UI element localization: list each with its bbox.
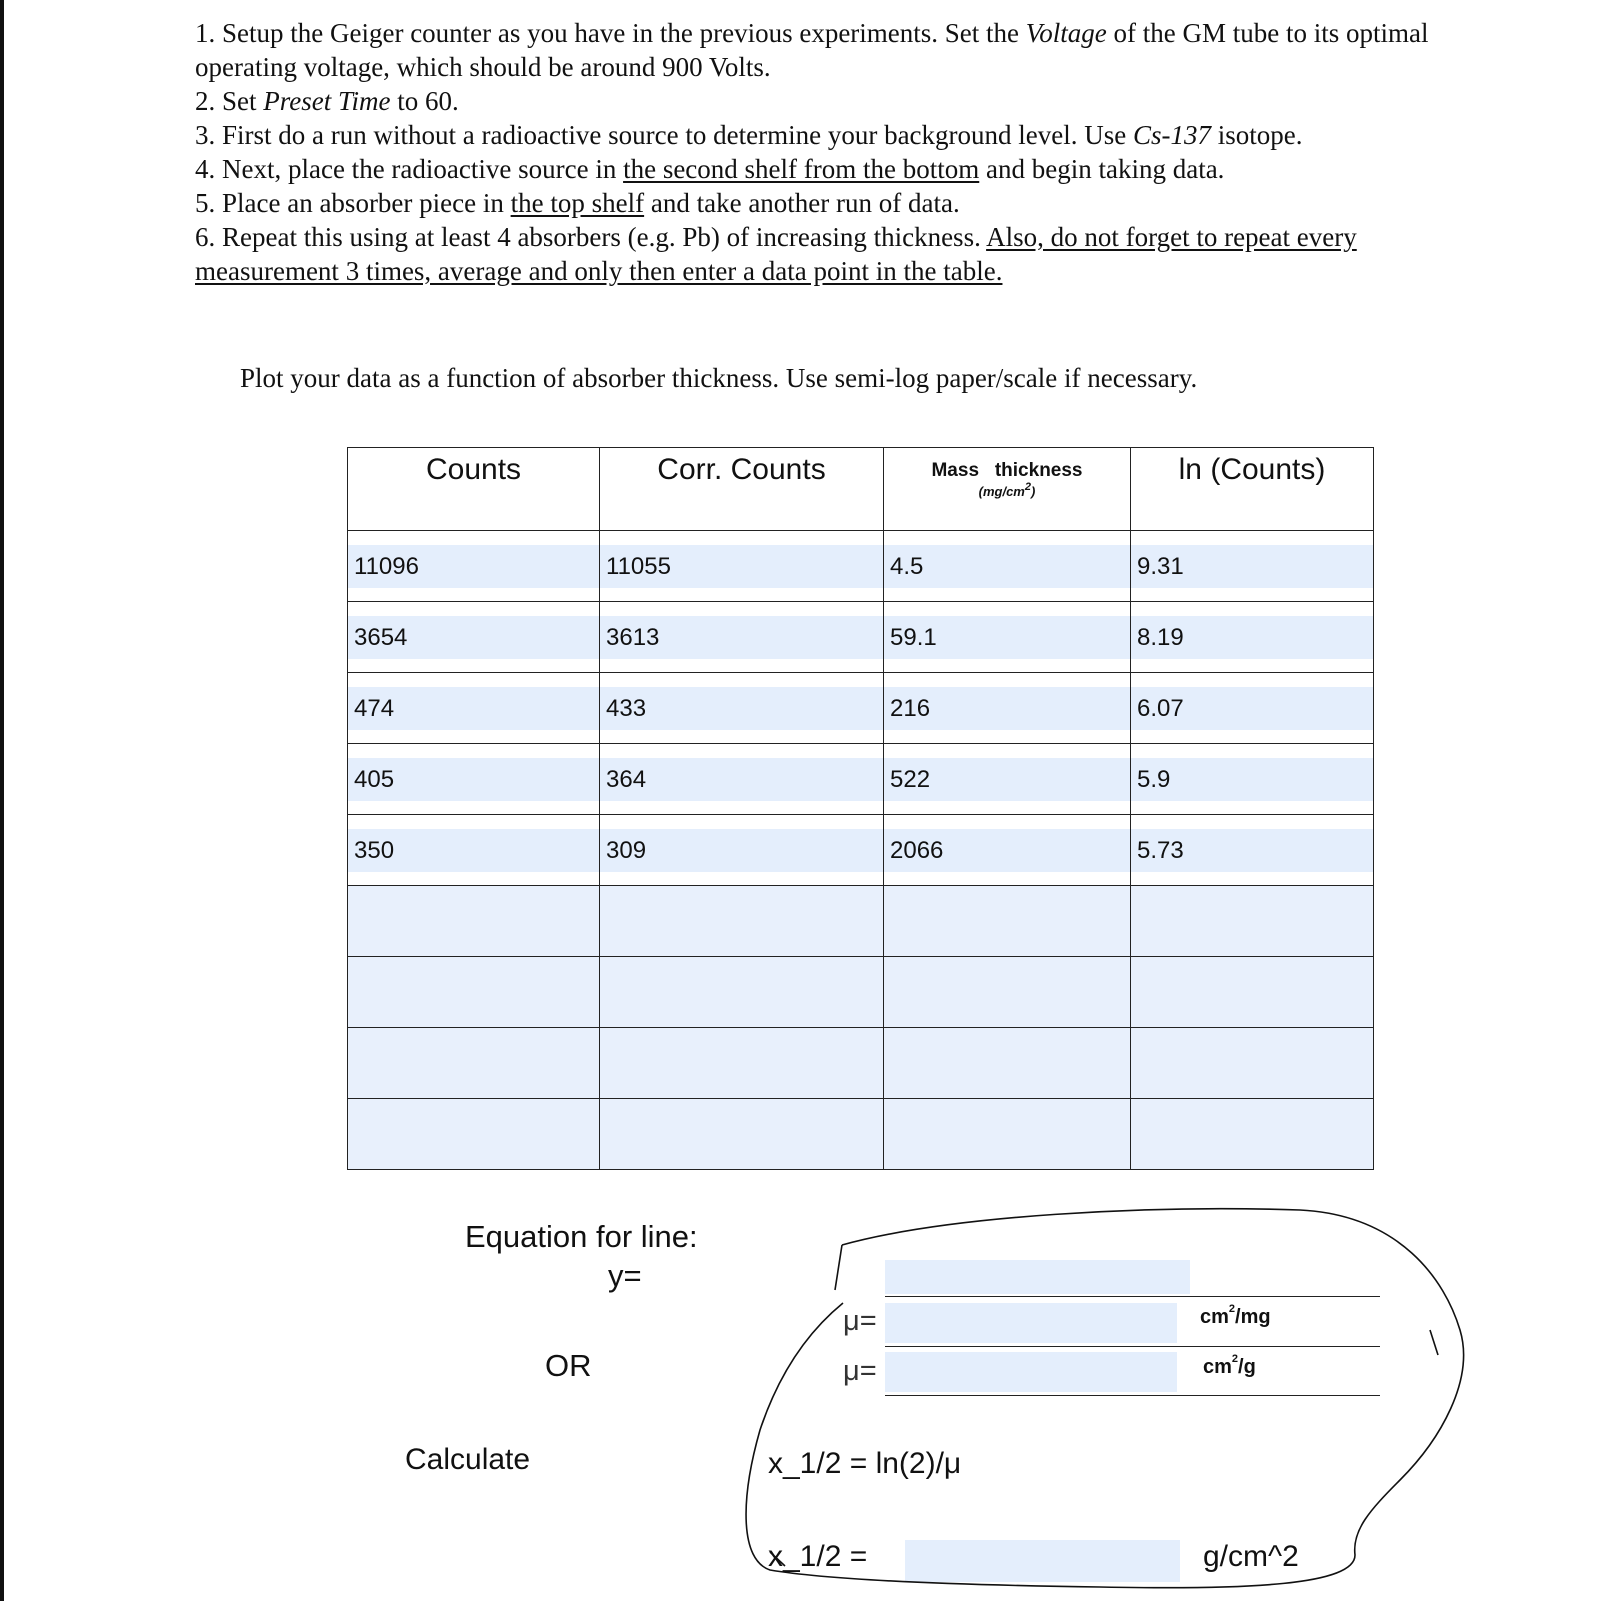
plot-instruction: Plot your data as a function of absorber thickness. Use semi-log paper/scale if necessary. [240, 363, 1198, 393]
cell-corr-counts[interactable]: 433 [600, 687, 883, 730]
hand-drawn-stroke [835, 1245, 842, 1290]
equation-title: Equation for line: [465, 1219, 698, 1254]
cell-ln-counts[interactable]: 5.73 [1131, 829, 1373, 872]
hand-drawn-hook [770, 1552, 785, 1566]
half-thickness-formula: x_1/2 = ln(2)/μ [768, 1447, 962, 1480]
cell-corr-counts[interactable]: 309 [600, 829, 883, 872]
step-1: 1. Setup the Geiger counter as you have in the previous experiments. Set the Voltage of the GM tube to its optimal operating voltage, which should be around 900 Volts. [195, 18, 1429, 82]
step-6: 6. Repeat this using at least 4 absorbers (e.g. Pb) of increasing thickness. Also, do not forget to repeat every measurement 3 times, average and only then enter a data point in the table. [195, 222, 1357, 286]
step-2: 2. Set Preset Time to 60. [195, 86, 459, 116]
hand-drawn-loop [746, 1209, 1463, 1588]
cell-counts[interactable]: 350 [348, 829, 599, 872]
cell-corr-counts[interactable]: 11055 [600, 545, 883, 588]
calculate-label: Calculate [405, 1443, 531, 1476]
cell-ln-counts[interactable]: 6.07 [1131, 687, 1373, 730]
step-5: 5. Place an absorber piece in the top shelf and take another run of data. [195, 188, 960, 218]
header-mass-thickness: Mass thickness $(mg/cm^2)$ [884, 448, 1131, 531]
cell-mass-thickness[interactable]: 2066 [884, 829, 1130, 872]
cell-corr-counts[interactable]: 364 [600, 758, 883, 801]
cell-ln-counts[interactable]: 9.31 [1131, 545, 1373, 588]
equation-y-label: y= [608, 1258, 642, 1293]
cell-counts[interactable]: 405 [348, 758, 599, 801]
cell-ln-counts[interactable]: 8.19 [1131, 616, 1373, 659]
half-thickness-label: x_1/2 = [768, 1540, 868, 1573]
cell-counts[interactable]: 11096 [348, 545, 599, 588]
cell-mass-thickness[interactable]: 4.5 [884, 545, 1130, 588]
mass-unit: $(mg/cm^2)$ [978, 481, 1036, 499]
cell-mass-thickness[interactable]: 216 [884, 687, 1130, 730]
mu-label-mg: μ= [843, 1305, 877, 1337]
cell-corr-counts[interactable]: 3613 [600, 616, 883, 659]
or-label: OR [545, 1348, 592, 1383]
step-3: 3. First do a run without a radioactive source to determine your background level. Use Cs-137 isotope. [195, 120, 1303, 150]
hand-drawn-tick [1430, 1330, 1438, 1355]
unit-cm2-per-mg: $cm^2/mg$ [1200, 1303, 1271, 1328]
cell-counts[interactable]: 474 [348, 687, 599, 730]
header-counts: Counts [348, 448, 600, 531]
cell-mass-thickness[interactable]: 522 [884, 758, 1130, 801]
header-ln-counts: ln (Counts) [1131, 448, 1374, 531]
cell-ln-counts[interactable]: 5.9 [1131, 758, 1373, 801]
unit-g-per-cm2: g/cm^2 [1203, 1540, 1299, 1573]
cell-mass-thickness[interactable]: 59.1 [884, 616, 1130, 659]
header-corr-counts: Corr. Counts [600, 448, 884, 531]
mu-label-g: μ= [843, 1355, 877, 1387]
unit-cm2-per-g: $cm^2/g$ [1203, 1353, 1256, 1378]
step-4: 4. Next, place the radioactive source in the second shelf from the bottom and begin taking data. [195, 154, 1225, 184]
cell-counts[interactable]: 3654 [348, 616, 599, 659]
